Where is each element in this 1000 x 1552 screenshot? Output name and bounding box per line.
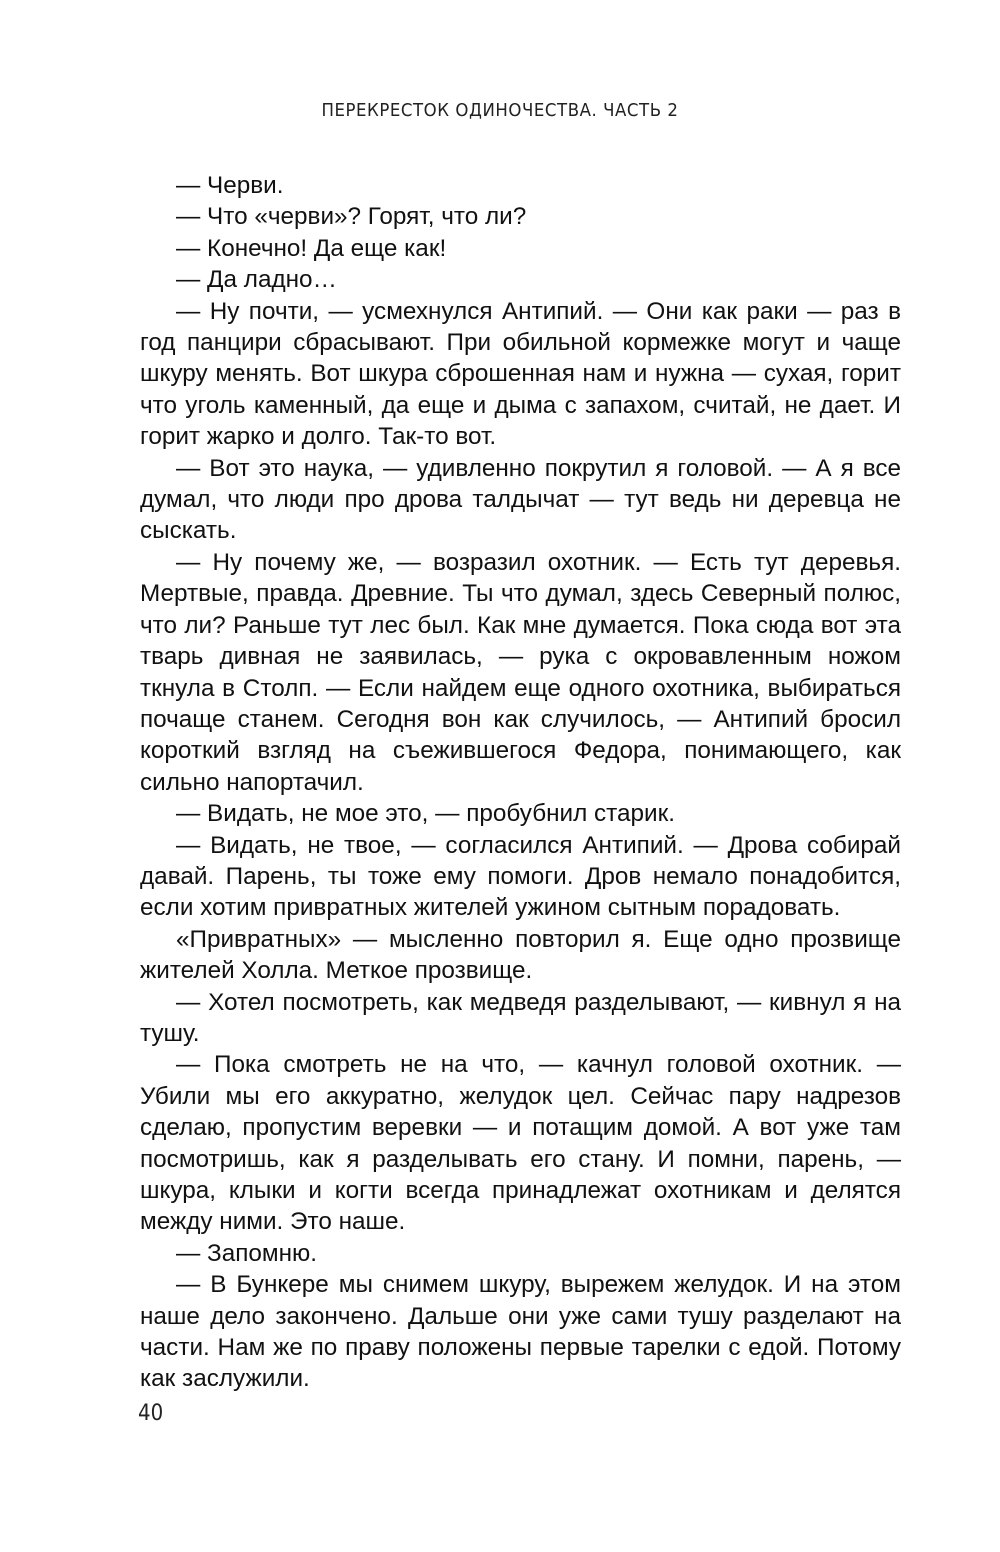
paragraph: — Что «черви»? Горят, что ли? [176,203,527,231]
paragraph: — Пока смотреть не на что, — качнул головой охотник. — Убили мы его аккуратно, желудок цел. Сейчас пару надрезов сделаю, пропустим веревки — и потащим домой. А вот уже там посмотришь, как я разделывать его стану. И помни, парень, — шкура, клыки и когти всегда принадлежат охотникам и делятся между ними. Это наше. [140,1051,901,1236]
paragraph: — Ну почему же, — возразил охотник. — Есть тут деревья. Мертвые, правда. Древние. Ты что думал, здесь Северный полюс, что ли? Раньше тут лес был. Как мне думается. Пока сюда вот эта тварь дивная не заявилась, — рука с окровавленным ножом ткнула в Столп. — Если найдем еще одного охотника, выбираться почаще станем. Сегодня вон как случилось, — Антипий бросил короткий взгляд на съежившегося Федора, понимающего, как сильно напортачил. [140,548,901,796]
paragraph: — Видать, не мое это, — пробубнил старик. [176,800,676,828]
paragraph: — Видать, не твое, — согласился Антипий. — Дрова собирай давай. Парень, ты тоже ему помоги. Дров немало понадобится, если хотим привратных жителей ужином сытным порадовать. [140,831,901,922]
paragraph: «Привратных» — мысленно повторил я. Еще одно прозвище жителей Холла. Меткое прозвище. [140,925,901,985]
paragraph: — В Бункере мы снимем шкуру, вырежем желудок. И на этом наше дело закончено. Дальше они уже сами тушу разделают на части. Нам же по праву положены первые тарелки с едой. Потому как заслужили. [140,1271,901,1393]
running-header: ПЕРЕКРЕСТОК ОДИНОЧЕСТВА. ЧАСТЬ 2 [321,100,679,121]
paragraph: — Черви. [176,172,284,199]
paragraph: — Ну почти, — усмехнулся Антипий. — Они как раки — раз в год панцири сбрасывают. При обильной кормежке могут и чаще шкуру менять. Вот шкура сброшенная нам и нужна — сухая, горит что уголь каменный, да еще и дыма с запахом, считай, не дает. И горит жарко и долго. Так-то вот. [140,297,901,451]
paragraph: — Хотел посмотреть, как медведя разделывают, — кивнул я на тушу. [140,988,901,1047]
paragraph: — Конечно! Да еще как! [176,234,447,262]
paragraph: — Да ладно… [176,266,337,294]
paragraph: — Запомню. [176,1239,318,1267]
paragraph: — Вот это наука, — удивленно покрутил я головой. — А я все думал, что люди про дрова талдычат — тут ведь ни деревца не сыскать. [140,454,901,545]
page-number: 40 [138,1401,164,1426]
body-text [140,170,901,1395]
